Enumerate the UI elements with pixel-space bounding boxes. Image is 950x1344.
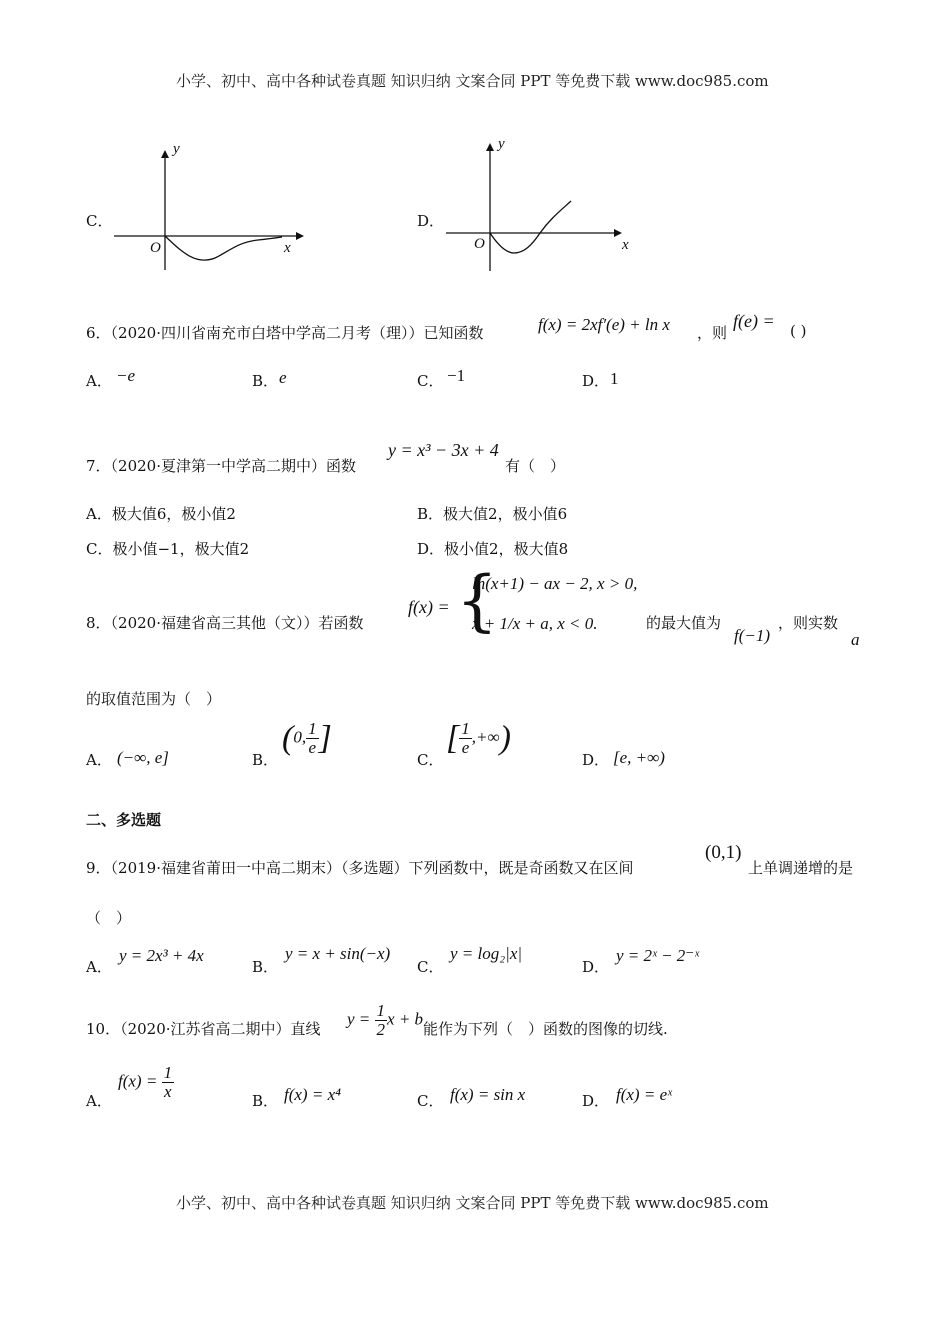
- q7-option-c: C．极小值−1，极大值2: [86, 540, 250, 558]
- q10-option-d-label: D．: [582, 1092, 610, 1110]
- graph-c-x-label: x: [284, 240, 291, 256]
- graph-d-x-label: x: [622, 237, 629, 253]
- q6-option-a-label: A．: [86, 372, 112, 390]
- q10-option-d-value: f(x) = eˣ: [616, 1085, 672, 1104]
- graph-d-curve: [490, 201, 571, 253]
- q8-option-a-label: A．: [86, 751, 112, 769]
- q10-option-a-label: A．: [86, 1092, 112, 1110]
- q9-option-c-value: y = log₂|x|: [450, 944, 523, 963]
- option-c-label: C．: [86, 212, 113, 230]
- q8-option-d-label: D．: [582, 751, 610, 769]
- section-title-multi-choice: 二、多选题: [86, 811, 162, 829]
- q9-option-d-label: D．: [582, 958, 610, 976]
- q8-stem: 8．（2020·福建省高三其他（文））若函数: [86, 614, 364, 632]
- q9-option-b-value: y = x + sin(−x): [285, 944, 391, 963]
- q8-option-a-value: (−∞, e]: [117, 748, 169, 767]
- q7-option-d: D．极小值2，极大值8: [417, 540, 569, 558]
- q8-piece-2: x + 1/x + a, x < 0.: [472, 614, 598, 633]
- graph-d-y-label: y: [498, 136, 505, 152]
- graph-d-origin: O: [474, 236, 485, 252]
- page-footer: 小学、初中、高中各种试卷真题 知识归纳 文案合同 PPT 等免费下载 www.doc985.com: [176, 1194, 769, 1212]
- q10-option-a-value: f(x) = $\frac{1}{x}$: [118, 1063, 173, 1101]
- q6-option-d-value: 1: [610, 369, 619, 388]
- q6-option-d-label: D．: [582, 372, 610, 390]
- q6-stem: 6．（2020·四川省南充市白塔中学高二月考（理））已知函数: [86, 324, 484, 342]
- q10-option-b-label: B．: [252, 1092, 279, 1110]
- q8-piece-1: ln(x+1) − ax − 2, x > 0,: [472, 574, 638, 593]
- graph-c-curve: [165, 236, 282, 260]
- q6-option-b-value: e: [279, 368, 287, 387]
- page-header: 小学、初中、高中各种试卷真题 知识归纳 文案合同 PPT 等免费下载 www.doc985.com: [176, 72, 769, 90]
- q10-stem: 10．（2020·江苏省高二期中）直线: [86, 1020, 321, 1038]
- graph-d: [440, 135, 630, 275]
- q10-option-b-value: f(x) = x⁴: [284, 1085, 342, 1104]
- q6-ask: f(e) =: [733, 311, 775, 331]
- option-d-label: D．: [417, 212, 445, 230]
- q8-option-b-label: B．: [252, 751, 279, 769]
- q7-tail: 有（ ）: [505, 457, 566, 475]
- q6-blank: ( ): [790, 322, 807, 340]
- q9-tail: 上单调递增的是: [748, 859, 854, 877]
- q7-function: y = x³ − 3x + 4: [388, 440, 499, 460]
- q8-line-2: 的取值范围为（ ）: [86, 690, 222, 708]
- q6-function: f(x) = 2xf′(e) + ln x: [538, 315, 670, 334]
- q8-option-d-value: [e, +∞): [613, 748, 665, 767]
- q6-option-b-label: B．: [252, 372, 279, 390]
- q8-option-b-value: (0, $\frac{1}{e}$ ]: [282, 719, 332, 757]
- q7-stem: 7．（2020·夏津第一中学高二期中）函数: [86, 457, 356, 475]
- q10-option-c-label: C．: [417, 1092, 444, 1110]
- q8-option-c-label: C．: [417, 751, 444, 769]
- graph-d-y-arrow: [486, 143, 494, 151]
- q8-brace: {: [456, 562, 498, 639]
- graph-c-origin: O: [150, 240, 161, 256]
- q8-max-value: f(−1): [734, 626, 771, 645]
- q8-fx: f(x) =: [408, 597, 450, 617]
- q7-option-b: B．极大值2，极小值6: [417, 505, 568, 523]
- q9-option-d-value: y = 2ˣ − 2⁻ˣ: [616, 946, 700, 965]
- q6-option-a-value: −e: [116, 366, 136, 385]
- q6-option-c-value: −1: [447, 366, 466, 385]
- q9-option-a-label: A．: [86, 958, 112, 976]
- q6-mid: ，则: [697, 324, 728, 342]
- q10-option-c-value: f(x) = sin x: [450, 1085, 526, 1104]
- graph-c: [110, 140, 310, 275]
- q8-tail: ，则实数: [778, 614, 839, 632]
- q10-tail: 能作为下列（ ）函数的图像的切线.: [423, 1020, 668, 1038]
- q9-stem: 9．（2019·福建省莆田一中高二期末）（多选题）下列函数中，既是奇函数又在区间: [86, 859, 634, 877]
- q9-blank: （ ）: [86, 909, 132, 927]
- q9-option-c-label: C．: [417, 958, 444, 976]
- graph-c-y-label: y: [173, 141, 180, 157]
- q9-option-a-value: y = 2x³ + 4x: [119, 946, 204, 965]
- q8-option-c-value: [ $\frac{1}{e}$ ,+∞): [446, 719, 511, 757]
- graph-d-x-arrow: [614, 229, 622, 237]
- graph-c-y-arrow: [161, 150, 169, 158]
- q9-interval: (0,1): [705, 842, 742, 863]
- q8-mid: 的最大值为: [646, 614, 722, 632]
- q6-option-c-label: C．: [417, 372, 444, 390]
- graph-c-x-arrow: [296, 232, 304, 240]
- q7-option-a: A．极大值6，极小值2: [86, 505, 236, 523]
- q8-var-a: a: [851, 630, 860, 649]
- q10-line: y = $\frac{1}{2}$ x + b: [347, 1001, 424, 1039]
- q9-option-b-label: B．: [252, 958, 279, 976]
